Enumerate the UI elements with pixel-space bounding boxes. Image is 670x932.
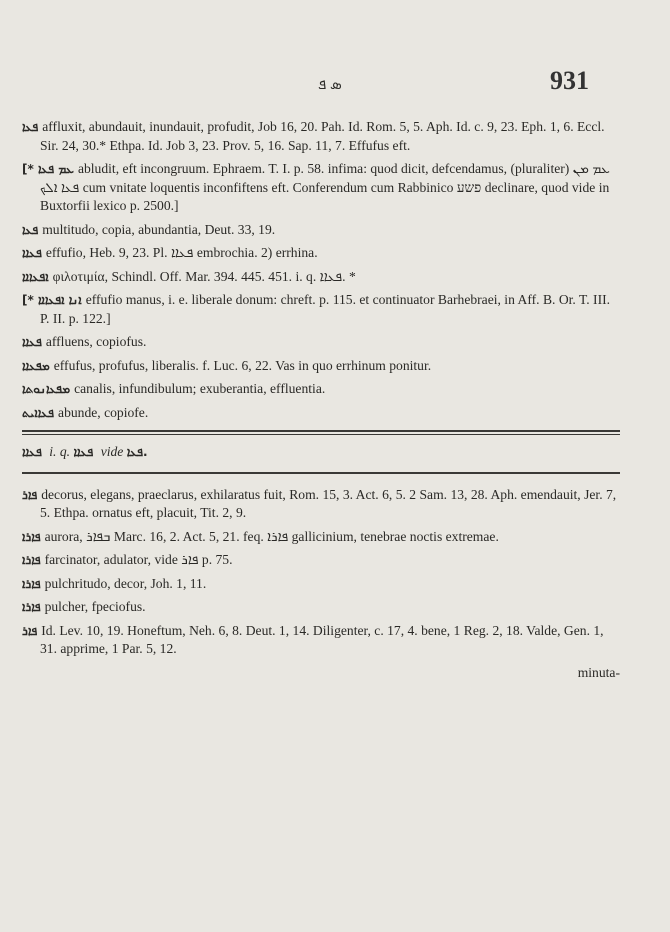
entry-text: farcinator, adulator, vide ܦܐܪ p. 75. [44, 552, 233, 567]
entry [22, 118, 620, 155]
section-divider [22, 430, 620, 435]
entry-text: Id. Lev. 10, 19. Honeftum, Neh. 6, 8. Deut. 1, 14. Diligenter, c. 17, 4. bene, 1 Reg. 2, 18. Valde, Gen. 1, 31. apprime, 1 Par. 5, 12. [40, 622, 604, 656]
syriac-headword: ܦܥܐܐ [22, 445, 42, 459]
section-divider [22, 472, 620, 474]
syriac-word: ܦܥܐܐ [73, 445, 94, 459]
entry [22, 160, 620, 216]
syriac-headword: ܡܦܥܐܐ [22, 358, 50, 373]
entry-text: abunde, copiofe. [58, 404, 149, 420]
syriac-headword: [* ܥܡ ܦܥܐ [22, 162, 74, 176]
syriac-headword: ܦܐܪ [22, 487, 38, 502]
entry-text: pulchritudo, decor, Joh. 1, 11. [44, 575, 207, 591]
syriac-headword: ܐܦܥܐܐܐ [22, 269, 49, 284]
syriac-headword: ܡܦܥܐܢܘܬܐ [22, 382, 71, 396]
syriac-word: ܦܥܐ. [126, 445, 148, 459]
syriac-headword: ܦܐܪܐ [22, 600, 41, 614]
syriac-headword: ܦܥܐ [22, 222, 39, 237]
entry [22, 333, 620, 352]
entry-text: multitudo, copia, abundantia, Deut. 33, 19. [42, 221, 276, 237]
syriac-headword: ܦܥܐܐ [22, 335, 42, 349]
entry-text: canalis, infundibulum; exuberantia, effluentia. [74, 381, 326, 396]
entry [22, 598, 620, 617]
entry-text: affluxit, abundauit, inundauit, profudit, Job 16, 20. Pah. Id. Rom. 5, 5. Aph. Id. c. 9, 23. Eph. 1, 6. Eccl. Sir. 24, 30.* Ethpa. Id. Job 3, 23. Prov. 5, 16. Sap. 11, 7. Effufus eft. [40, 119, 605, 153]
syriac-headword: [* ܐܢܐ ܐܦܥܐܐܐ [22, 293, 82, 307]
entry-text: aurora, ܒܦܐܪ Marc. 16, 2. Act. 5, 21. feq. ܦܐܪܐ gallicinium, tenebrae noctis extremae. [44, 528, 499, 544]
entry-text: pulcher, fpeciofus. [44, 599, 146, 614]
entry [22, 268, 620, 287]
syriac-headword: ܦܐܪ [22, 623, 38, 638]
syriac-headword: ܦܥܐܐ [22, 246, 42, 260]
page-body [22, 118, 620, 682]
syriac-headword: ܦܥܐܐܝܬ [22, 405, 55, 420]
running-head: ܣ ܦ [318, 77, 342, 93]
entry [22, 244, 620, 263]
catchword: minuta- [577, 664, 620, 680]
entry-text: effufus, profufus, liberalis. f. Luc. 6, 22. Vas in quo errhinum ponitur. [53, 357, 432, 373]
cross-reference-entry [22, 443, 620, 462]
entry-text: effufio manus, i. e. liberale donum: chreft. p. 115. et continuator Barhebraei, in Aff. B. Or. T. III. P. II. p. 122.] [40, 292, 611, 326]
entry [22, 357, 620, 376]
entry [22, 291, 620, 328]
entry [22, 528, 620, 547]
entry-text: φιλοτιμία, Schindl. Off. Mar. 394. 445. 451. i. q. ܦܥܐܐ. * [52, 268, 356, 284]
entry [22, 404, 620, 423]
entry-text: abludit, eft incongruum. Ephraem. T. I. p. 58. infima: quod dicit, defcendamus, (pluraliter) ܥܡ ܡܢ ܦܥܐ ܐܠܟ cum vnitate loquentis inconfiftens eft. Conferendum cum Rabbinico פשע declinare, quod vide in Buxtorfii lexico p. 2500.] [40, 161, 611, 213]
entry [22, 221, 620, 240]
entry [22, 551, 620, 570]
entry [22, 622, 620, 659]
syriac-headword: ܦܐܪܐ [22, 576, 41, 591]
syriac-headword: ܦܥܐ [22, 120, 39, 134]
entry [22, 486, 620, 523]
syriac-headword: ܦܐܪܐ [22, 529, 41, 544]
entry-text: decorus, elegans, praeclarus, exhilaratus fuit, Rom. 15, 3. Act. 6, 5. 2 Sam. 13, 28. Aph. emendauit, Jer. 7, 5. Ethpa. ornatus eft, placuit, Tit. 2, 9. [40, 486, 617, 520]
entry [22, 380, 620, 399]
syriac-headword: ܦܐܪܐ [22, 553, 41, 567]
entry-text: affluens, copiofus. [45, 334, 147, 349]
entry-text: vide [100, 444, 124, 459]
page-header [0, 66, 670, 96]
entry-text: i. q. [49, 444, 71, 459]
page-number: 931 [550, 66, 589, 95]
entry-text: effufio, Heb. 9, 23. Pl. ܦܥܐܐ embrochia. 2) errhina. [45, 245, 318, 260]
entry [22, 575, 620, 594]
